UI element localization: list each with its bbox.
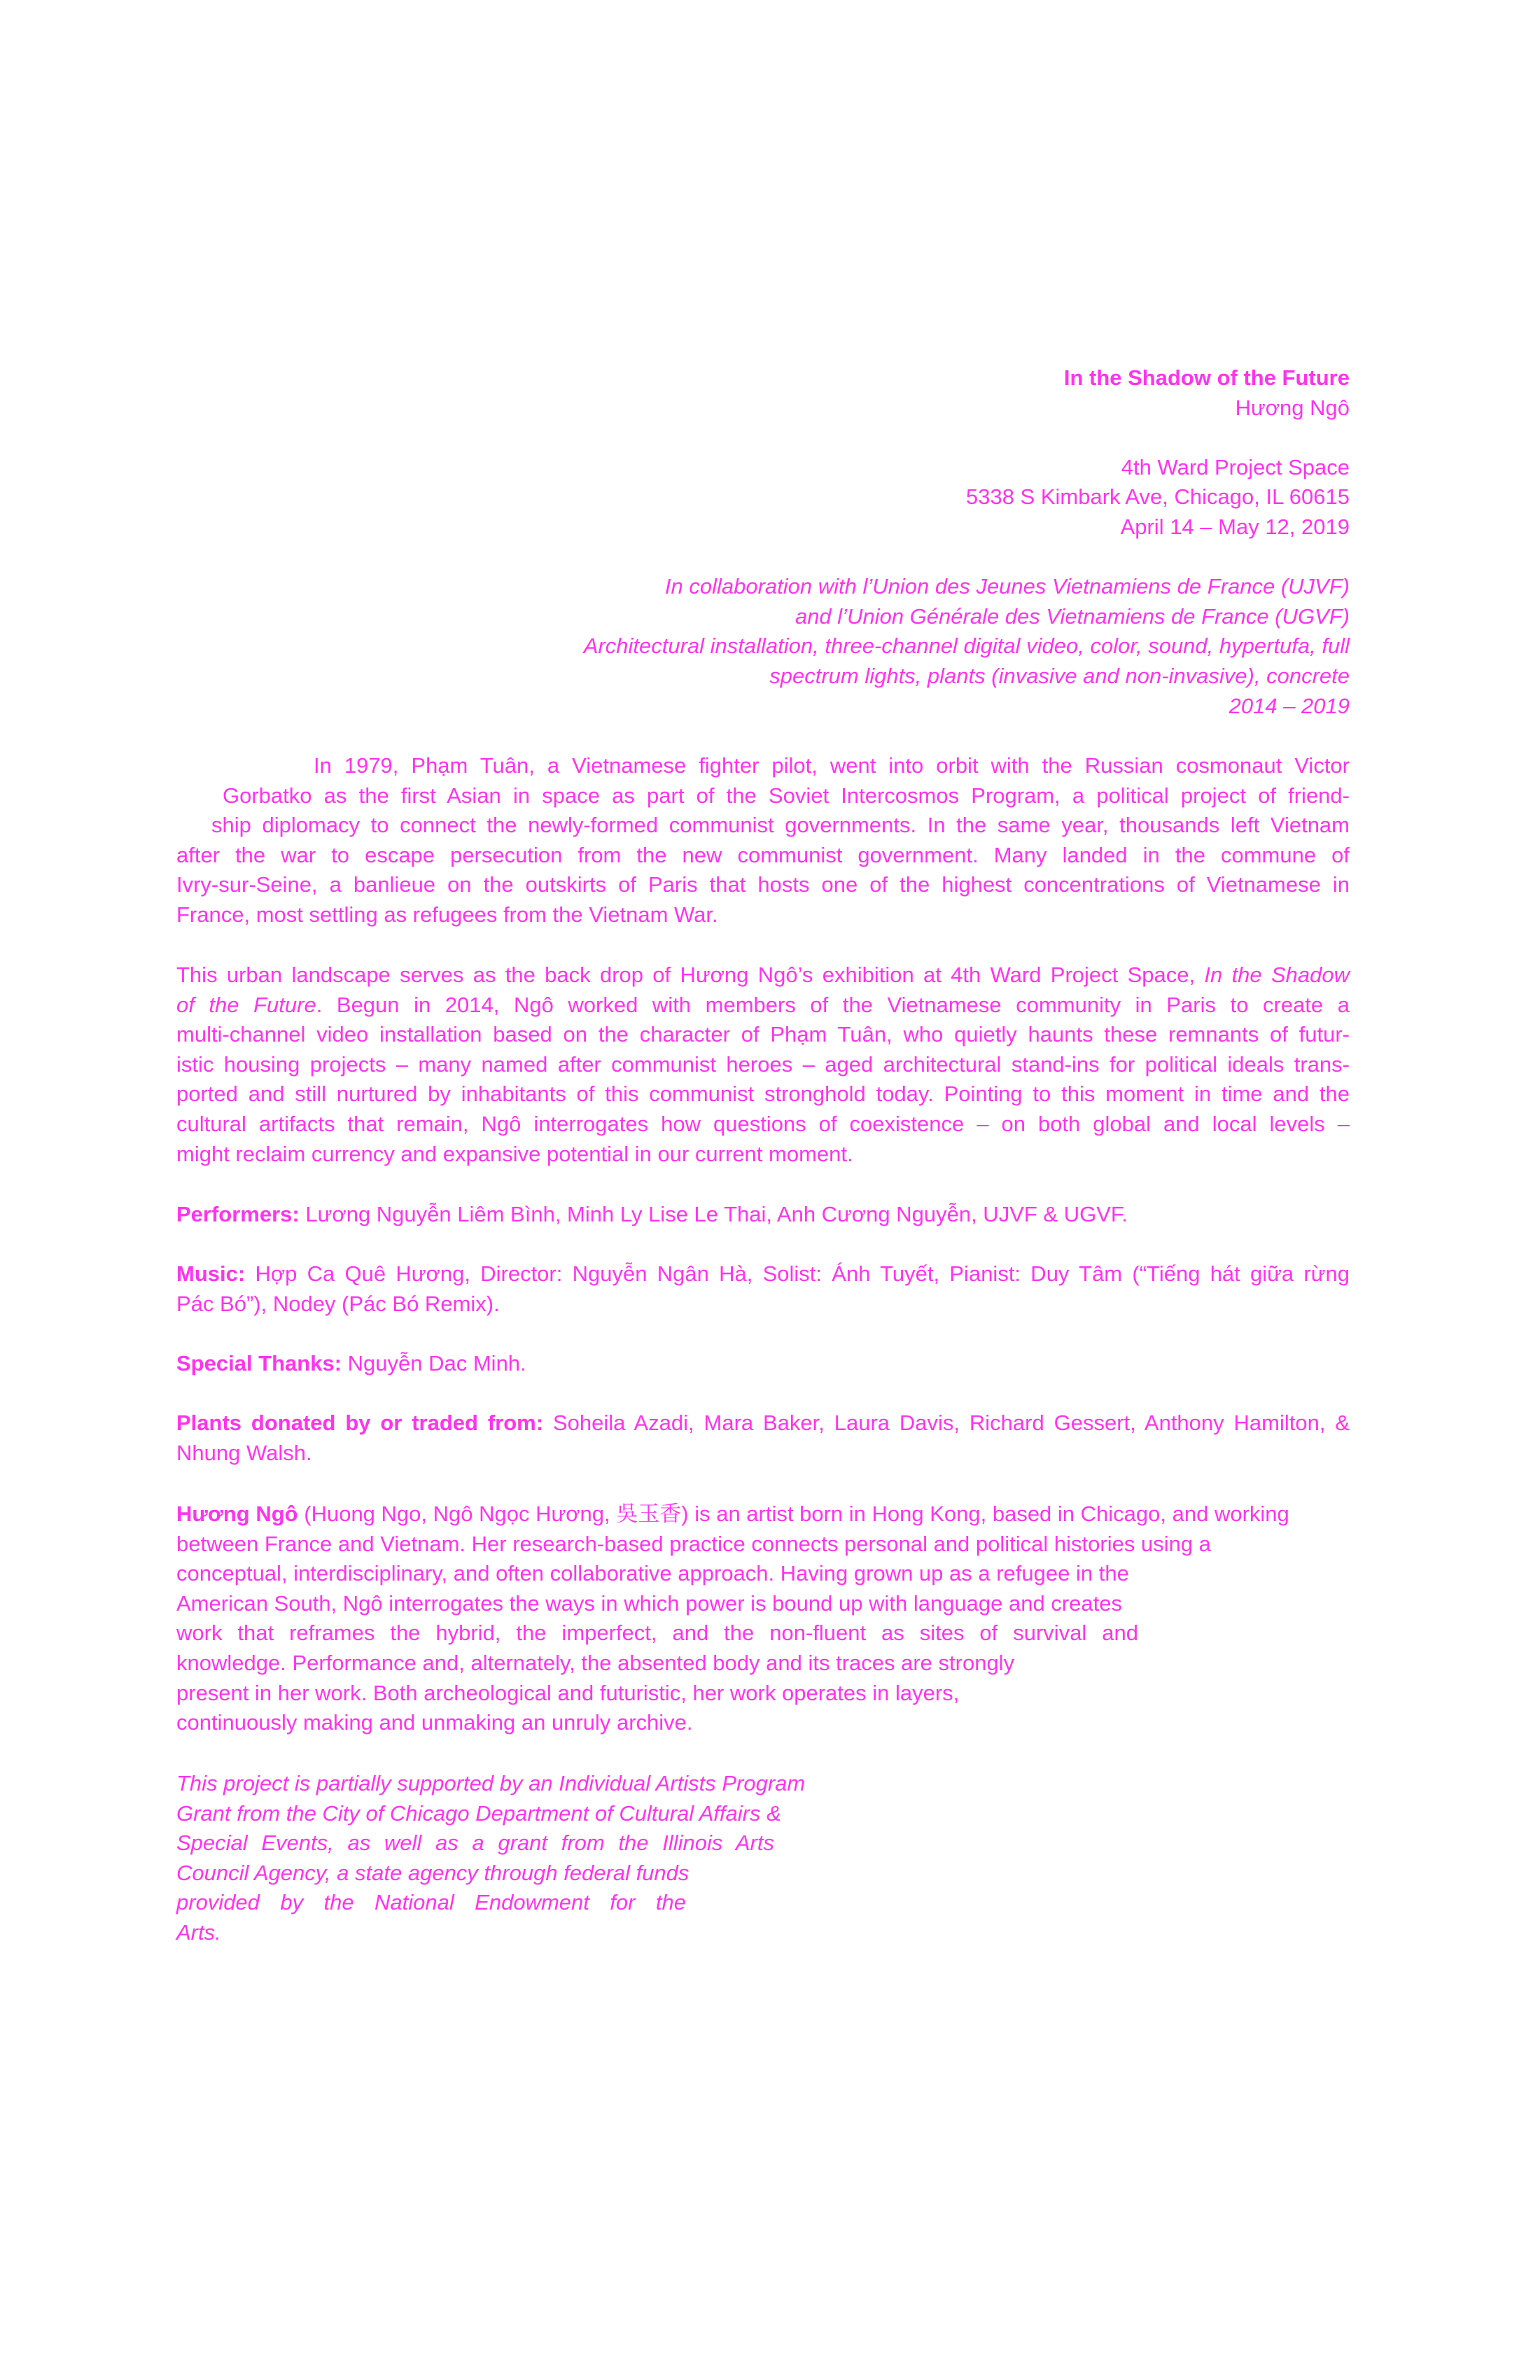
support-line: Council Agency, a state agency through federal funds: [176, 1860, 690, 1885]
intro-line: Ivry-sur-Seine, a banlieue on the outskirts of Paris that hosts one of the highest concentrations of Vietnamese in: [176, 872, 1350, 897]
venue-address: 5338 S Kimbark Ave, Chicago, IL 60615: [965, 484, 1350, 510]
intro-line: In 1979, Phạm Tuân, a Vietnamese fighter pilot, went into orbit with the Russian cosmonaut Victor: [314, 753, 1350, 778]
bio-line: knowledge. Performance and, alternately, the absented body and its traces are strongly: [176, 1650, 1015, 1675]
bio-line: continuously making and unmaking an unruly archive.: [176, 1710, 693, 1735]
special-thanks: Special Thanks: Nguyễn Dac Minh.: [176, 1350, 526, 1376]
exhibition-line: might reclaim currency and expansive potential in our current moment.: [176, 1141, 853, 1166]
support-line: Grant from the City of Chicago Department of Cultural Affairs &: [176, 1800, 781, 1826]
bio-line: conceptual, interdisciplinary, and often collaborative approach. Having grown up as a refugee in the: [176, 1561, 1129, 1586]
music-credit-cont: Pác Bó”), Nodey (Pác Bó Remix).: [176, 1291, 500, 1316]
bio-line: Hương Ngô (Huong Ngo, Ngô Ngọc Hương, 吳玉香) is an artist born in Hong Kong, based in Chicago, and working: [176, 1502, 1289, 1526]
header-block: [176, 363, 1350, 721]
intro-paragraph: [176, 751, 1350, 930]
support-statement: [176, 1769, 1350, 1948]
support-line: Arts.: [176, 1919, 221, 1945]
exhibition-paragraph: [176, 960, 1350, 1169]
exhibition-line: multi-channel video installation based on the character of Phạm Tuân, who quietly haunts these remnants of futur-: [176, 1022, 1350, 1047]
plants-credit-cont: Nhung Walsh.: [176, 1440, 312, 1465]
work-years: 2014 – 2019: [1228, 693, 1350, 718]
intro-line: Gorbatko as the first Asian in space as part of the Soviet Intercosmos Program, a political project of friend-: [223, 783, 1350, 808]
intro-line: ship diplomacy to connect the newly-formed communist governments. In the same year, thousands left Vietnam: [211, 813, 1350, 838]
support-line: Special Events, as well as a grant from the Illinois Arts: [176, 1830, 774, 1856]
materials-line-1: Architectural installation, three-channel digital video, color, sound, hypertufa, full: [583, 634, 1350, 659]
credits-block: [176, 1200, 1350, 1468]
bio-line: American South, Ngô interrogates the ways in which power is bound up with language and creates: [176, 1590, 1123, 1616]
music-credit: Music: Hợp Ca Quê Hương, Director: Nguyễn Ngân Hà, Solist: Ánh Tuyết, Pianist: Duy Tâm (“Tiếng hát giữa rừng: [176, 1261, 1350, 1287]
exhibition-line: cultural artifacts that remain, Ngô interrogates how questions of coexistence – on both global and local levels –: [176, 1111, 1350, 1136]
bio-line: present in her work. Both archeological and futuristic, her work operates in layers,: [176, 1680, 960, 1705]
exhibition-line: ported and still nurtured by inhabitants of this communist stronghold today. Pointing to this moment in time and the: [176, 1082, 1350, 1107]
support-line: provided by the National Endowment for the: [176, 1890, 686, 1915]
materials-line-2: spectrum lights, plants (invasive and non-invasive), concrete: [769, 663, 1350, 688]
collaboration-line-1: In collaboration with l’Union des Jeunes Vietnamiens de France (UJVF): [664, 574, 1350, 599]
plants-credit: Plants donated by or traded from: Soheila Azadi, Mara Baker, Laura Davis, Richard Gessert, Anthony Hamilton, &: [176, 1410, 1350, 1436]
exhibition-title: In the Shadow of the Future: [1063, 365, 1350, 390]
support-line: This project is partially supported by an Individual Artists Program: [176, 1771, 806, 1795]
exhibition-dates: April 14 – May 12, 2019: [1120, 514, 1350, 539]
exhibition-line: istic housing projects – many named after communist heroes – aged architectural stand-ins for political ideals trans-: [176, 1051, 1350, 1077]
intro-line: after the war to escape persecution from the new communist government. Many landed in the commune of: [176, 842, 1350, 867]
bio-line: work that reframes the hybrid, the imperfect, and the non-fluent as sites of survival and: [176, 1620, 1138, 1646]
collaboration-line-2: and l’Union Générale des Vietnamiens de France (UGVF): [794, 603, 1350, 629]
exhibition-line: of the Future. Begun in 2014, Ngô worked with members of the Vietnamese community in Paris to create a: [176, 992, 1350, 1017]
intro-line: France, most settling as refugees from the Vietnam War.: [176, 902, 718, 927]
artist-bio: [176, 1499, 1350, 1738]
bio-line: between France and Vietnam. Her research-based practice connects personal and political histories using a: [176, 1531, 1211, 1556]
venue-name: 4th Ward Project Space: [1121, 454, 1350, 479]
exhibition-line: This urban landscape serves as the back drop of Hương Ngô’s exhibition at 4th Ward Project Space, In the Shadow: [176, 962, 1350, 987]
artist-name: Hương Ngô: [1235, 395, 1350, 420]
performers-credit: Performers: Lương Nguyễn Liêm Bình, Minh Ly Lise Le Thai, Anh Cương Nguyễn, UJVF & UGVF.: [176, 1202, 1128, 1226]
